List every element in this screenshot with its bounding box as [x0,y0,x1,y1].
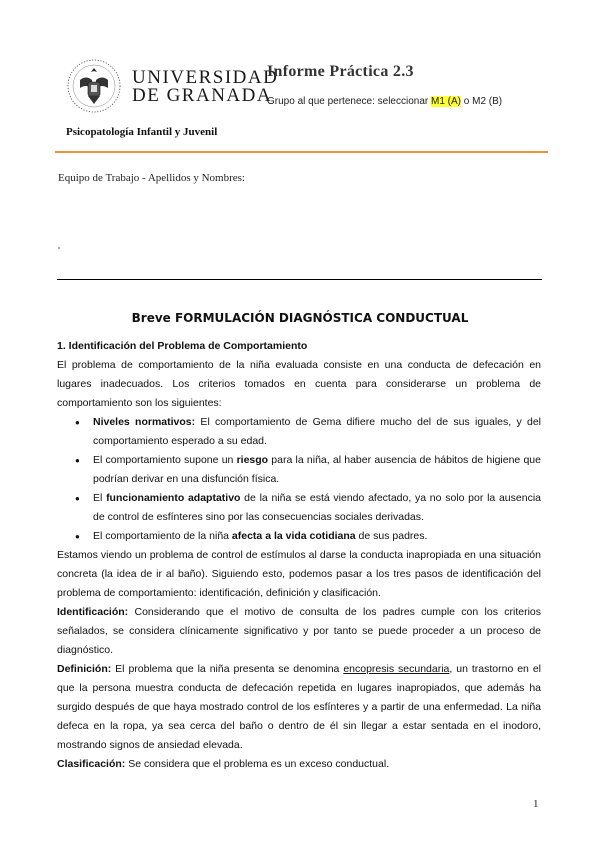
bullet-text: El comportamiento de la niña [93,530,232,542]
list-item [57,489,541,527]
university-seal-icon [66,58,122,114]
identification-text: Considerando que el motivo de consulta de los padres cumple con los criterios señalados, se considera clínicamente significativo y por tanto se puede proceder a un proceso de diagnóstico. [57,606,541,656]
section-title: 1. Identificación del Problema de Comportamiento [57,340,308,352]
group-option-a: M1 (A) [431,96,461,107]
bullet-text: de sus padres. [355,530,428,542]
identification-label: Identificación: [57,606,129,618]
bullet-text: El comportamiento supone un [93,454,237,466]
team-label: Equipo de Trabajo - Apellidos y Nombres: [58,172,245,184]
group-prefix: Grupo al que pertenece: seleccionar [267,96,431,107]
list-item [57,413,541,451]
list-item [57,527,541,546]
main-heading: Breve FORMULACIÓN DIAGNÓSTICA CONDUCTUAL [131,311,469,325]
bullet-bold: afecta a la vida cotidiana [231,530,356,542]
criteria-list [57,413,541,546]
group-selector-line [267,96,502,107]
definition-text: , un trastorno en el que la persona muestra conducta de defecación repetida en lugares inapropiados, que además ha surgido después de que haya mostrado control de los esfínteres y a partir de una enfermedad. La niña defeca en la ropa, ya sea cerca del baño o dentro de él sin llegar a estar sentada en el inodoro, mostrando signos de ansiedad elevada. [57,663,541,751]
intro-paragraph: El problema de comportamiento de la niña evaluada consiste en una conducta de defecación en lugares inadecuados. Los criterios tomados en cuenta para considerarse un problema de comportamiento son los siguientes: [57,359,541,409]
classification-paragraph [57,755,541,774]
university-name-line1: UNIVERSIDAD [132,67,279,88]
page-number: 1 [533,798,539,810]
definition-label: Definición: [57,663,112,675]
text-cursor-mark [58,247,60,249]
list-item [57,451,541,489]
classification-label: Clasificación: [57,758,126,770]
group-option-b: o M2 (B) [461,96,503,107]
bullet-bold: Niveles normativos: [93,416,196,428]
document-body [57,337,541,774]
bullet-text: para la niña, al haber ausencia de hábitos de higiene que podrían derivar en una disfunción física. [93,454,541,485]
bullet-bold: riesgo [236,454,269,466]
identification-paragraph [57,603,541,660]
classification-text: Se considera que el problema es un exceso conductual. [125,758,390,770]
team-divider [57,279,542,280]
subject-name: Psicopatología Infantil y Juvenil [66,126,218,138]
university-name-line2: DE GRANADA [132,85,273,106]
bullet-bold: funcionamiento adaptativo [106,492,241,504]
report-title: Informe Práctica 2.3 [267,63,414,80]
definition-paragraph [57,660,541,755]
bullet-text: El [93,492,107,504]
header-divider [55,151,548,153]
definition-term: encopresis secundaria [343,663,450,675]
bullet-text: de la niña se está viendo afectado, ya no solo por la ausencia de control de esfínteres sino por las consecuencias sociales derivadas. [93,492,541,523]
stimulus-paragraph: Estamos viendo un problema de control de estímulos al darse la conducta inapropiada en una situación concreta (la idea de ir al baño). Siguiendo esto, podemos pasar a los tres pasos de identificación del problema de comportamiento: identificación, definición y clasificación. [57,549,541,599]
definition-text: El problema que la niña presenta se denomina [111,663,344,675]
bullet-text: El comportamiento de Gema difiere mucho del de sus iguales, y del comportamiento esperado a su edad. [93,416,541,447]
